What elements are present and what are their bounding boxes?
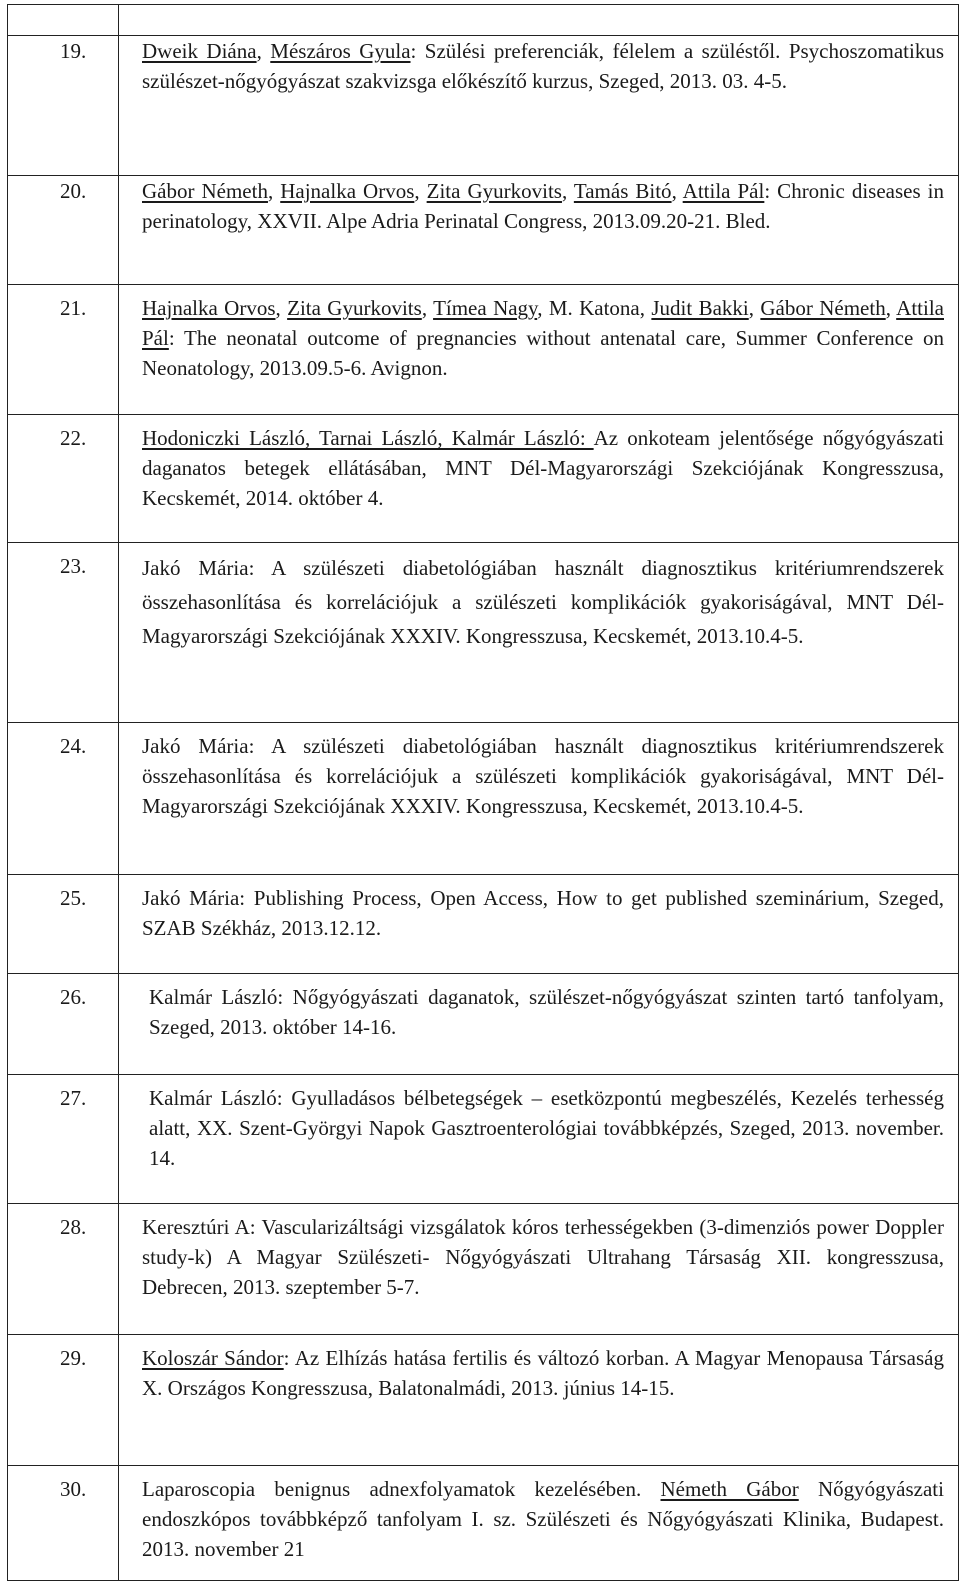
ref-text-segment: , [267, 179, 281, 203]
author-link[interactable]: Attila Pál [682, 179, 765, 203]
ref-number: 30. [60, 1477, 87, 1501]
ref-text-segment: , M. Katona, [537, 296, 652, 320]
author-link[interactable]: Dweik Diána [142, 39, 257, 63]
author-link[interactable]: Gábor Németh [142, 179, 268, 203]
ref-text-cell [119, 36, 959, 176]
ref-text [119, 36, 958, 96]
ref-text-segment: , [748, 296, 761, 320]
ref-number: 26. [60, 985, 87, 1009]
table-row [8, 1466, 959, 1581]
table-row [8, 723, 959, 875]
table-row [8, 974, 959, 1075]
ref-text-segment: Jakó Mária: A szülészeti diabetológiában használt diagnosztikus kritériumrendszerek összehasonlítása és korrelációjuk a szülészeti komplikációk gyakoriságával, MNT Dél-Magyarországi Szekciójának XXXIV. Kongresszusa, Kecskemét, 2013.10.4-5. [142, 734, 944, 818]
ref-text-cell [119, 875, 959, 974]
ref-number: 19. [60, 39, 87, 63]
author-link[interactable]: Gábor Németh [760, 296, 886, 320]
table-row [8, 36, 959, 176]
ref-number: 20. [60, 179, 87, 203]
ref-text-segment: Laparoscopia benignus adnexfolyamatok kezelésében. [142, 1477, 661, 1501]
table-row [8, 1204, 959, 1335]
ref-text-cell [119, 1204, 959, 1335]
ref-text-cell [119, 1075, 959, 1204]
author-link[interactable]: Tímea Nagy [433, 296, 538, 320]
ref-text-cell [119, 974, 959, 1075]
ref-number: 24. [60, 734, 87, 758]
ref-text-cell [119, 285, 959, 415]
author-link[interactable]: Mészáros Gyula [270, 39, 411, 63]
ref-number: 21. [60, 296, 87, 320]
table-header-row [8, 5, 959, 36]
table-row [8, 1335, 959, 1466]
author-link[interactable]: Hodoniczki László, Tarnai László, Kalmár László: [142, 426, 594, 450]
ref-text-cell [119, 176, 959, 285]
ref-number: 29. [60, 1346, 87, 1370]
ref-text-segment: Nőgyógyászati endoszkópos továbbképző tanfolyam I. sz. Szülészeti és Nőgyógyászati Klinika, Budapest. 2013. november 21 [142, 1477, 944, 1561]
ref-text [119, 1212, 958, 1302]
ref-text [119, 883, 958, 943]
ref-number-cell [8, 974, 119, 1075]
ref-text-segment: , [256, 39, 271, 63]
ref-number: 27. [60, 1086, 87, 1110]
ref-number: 22. [60, 426, 87, 450]
ref-text [119, 293, 958, 383]
header-num-cell [8, 5, 119, 36]
ref-text-segment: , [671, 179, 683, 203]
ref-text-cell [119, 1335, 959, 1466]
ref-text-segment: : Szülési preferenciák, félelem a szüléstől. Psychoszomatikus szülészet-nőgyógyászat szakvizsga előkészítő kurzus, Szeged, 2013. 03. 4-5. [142, 39, 944, 93]
ref-text-cell [119, 1466, 959, 1581]
author-link[interactable]: Koloszár Sándor [142, 1346, 284, 1370]
ref-text-segment: Az onkoteam jelentősége nőgyógyászati daganatos betegek ellátásában, MNT Dél-Magyarországi Szekciójának Kongresszusa, Kecskemét, 2014. október 4. [142, 426, 944, 510]
ref-text-segment: , [561, 179, 574, 203]
ref-text-segment: Kalmár László: Nőgyógyászati daganatok, szülészet-nőgyógyászat szinten tartó tanfolyam, Szeged, 2013. október 14-16. [149, 985, 944, 1039]
ref-text-segment: , [421, 296, 434, 320]
ref-number-cell [8, 176, 119, 285]
reference-table [7, 4, 959, 1581]
ref-text-segment: : The neonatal outcome of pregnancies without antenatal care, Summer Conference on Neonatology, 2013.09.5-6. Avignon. [142, 326, 944, 380]
ref-text-segment: , [885, 296, 897, 320]
ref-text-cell [119, 415, 959, 543]
ref-text-segment: Jakó Mária: Publishing Process, Open Access, How to get published szeminárium, Szeged, SZAB Székház, 2013.12.12. [142, 886, 944, 940]
author-link[interactable]: Attila Pál [142, 296, 944, 350]
ref-number-cell [8, 1204, 119, 1335]
ref-number-cell [8, 875, 119, 974]
ref-text-segment: : Az Elhízás hatása fertilis és változó korban. A Magyar Menopausa Társaság X. Országos Kongresszusa, Balatonalmádi, 2013. június 14-15. [142, 1346, 944, 1400]
ref-number-cell [8, 285, 119, 415]
author-link[interactable]: Hajnalka Orvos [142, 296, 276, 320]
ref-text [119, 176, 958, 236]
table-row [8, 543, 959, 723]
ref-text [119, 1343, 958, 1403]
ref-text-segment: , [414, 179, 427, 203]
ref-text-segment: Jakó Mária: A szülészeti diabetológiában használt diagnosztikus kritériumrendszerek összehasonlítása és korrelációjuk a szülészeti komplikációk gyakoriságával, MNT Dél-Magyarországi Szekciójának XXXIV. Kongresszusa, Kecskemét, 2013.10.4-5. [142, 556, 944, 648]
ref-text [119, 1474, 958, 1564]
table-row [8, 1075, 959, 1204]
ref-number-cell [8, 36, 119, 176]
ref-text-segment: Keresztúri A: Vascularizáltsági vizsgálatok kóros terhességekben (3-dimenziós power Doppler study-k) A Magyar Szülészeti- Nőgyógyászati Ultrahang Társaság XII. kongresszusa, Debrecen, 2013. szeptember 5-7. [142, 1215, 944, 1299]
ref-text [119, 982, 958, 1042]
ref-text [119, 423, 958, 513]
ref-text [119, 731, 958, 821]
ref-number-cell [8, 1075, 119, 1204]
table-row [8, 176, 959, 285]
ref-number-cell [8, 415, 119, 543]
author-link[interactable]: Tamás Bitó [573, 179, 672, 203]
author-link[interactable]: Judit Bakki [651, 296, 749, 320]
ref-number-cell [8, 723, 119, 875]
ref-number-cell [8, 543, 119, 723]
ref-text-segment: Kalmár László: Gyulladásos bélbetegségek – esetközpontú megbeszélés, Kezelés terhesség alatt, XX. Szent-Györgyi Napok Gasztroenterológiai továbbképzés, Szeged, 2013. november. 14. [149, 1086, 944, 1170]
ref-text-cell [119, 723, 959, 875]
ref-text-segment: : Chronic diseases in perinatology, XXVII. Alpe Adria Perinatal Congress, 2013.09.20-21. Bled. [142, 179, 945, 233]
author-link[interactable]: Zita Gyurkovits [426, 179, 562, 203]
ref-number: 23. [60, 554, 87, 578]
ref-text-cell [119, 543, 959, 723]
ref-text [119, 551, 958, 653]
ref-number-cell [8, 1466, 119, 1581]
author-link[interactable]: Hajnalka Orvos [280, 179, 415, 203]
table-row [8, 285, 959, 415]
ref-text [119, 1083, 958, 1173]
table-row [8, 415, 959, 543]
ref-text-segment: , [275, 296, 288, 320]
ref-number: 25. [60, 886, 87, 910]
ref-number: 28. [60, 1215, 87, 1239]
table-row [8, 875, 959, 974]
author-link[interactable]: Németh Gábor [660, 1477, 799, 1501]
ref-number-cell [8, 1335, 119, 1466]
header-text-cell [119, 5, 959, 36]
author-link[interactable]: Zita Gyurkovits [287, 296, 422, 320]
